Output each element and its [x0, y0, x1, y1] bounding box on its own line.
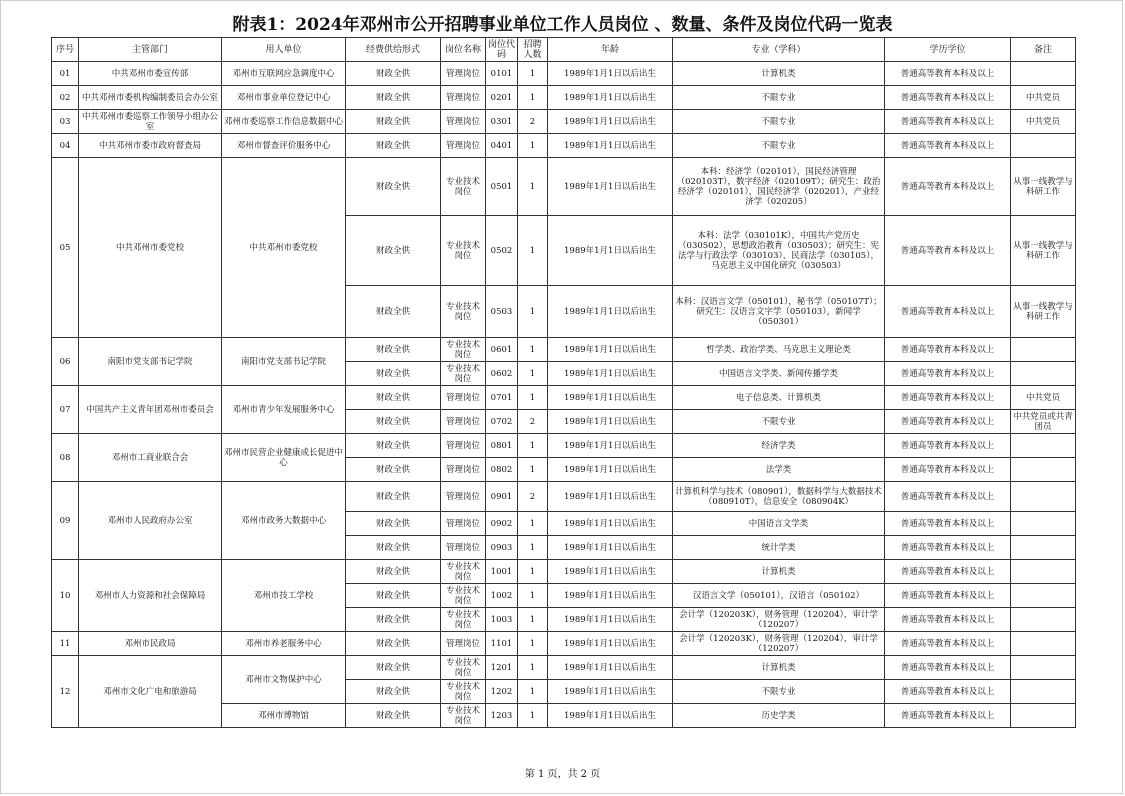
cell-no: 10 [52, 560, 79, 632]
cell-fund: 财政全供 [346, 386, 441, 410]
cell-major: 中国语言文学类、新闻传播学类 [673, 362, 885, 386]
cell-no: 06 [52, 338, 79, 386]
cell-note [1011, 512, 1076, 536]
cell-major: 会计学（120203K），财务管理（120204），审计学（120207） [673, 632, 885, 656]
cell-note [1011, 62, 1076, 86]
header-num: 招聘人数 [518, 38, 548, 62]
cell-major: 本科：经济学（020101），国民经济管理（020103T），数字经济（020109T）；研究生：政治经济学（020101），国民经济学（020201），产业经济学（020205） [673, 158, 885, 216]
cell-age: 1989年1月1日以后出生 [548, 512, 673, 536]
cell-edu: 普通高等教育本科及以上 [885, 704, 1011, 728]
table-row [52, 338, 1076, 362]
cell-fund: 财政全供 [346, 62, 441, 86]
cell-major: 不限专业 [673, 410, 885, 434]
cell-age: 1989年1月1日以后出生 [548, 482, 673, 512]
cell-dept: 中共邓州市委市政府督查局 [79, 134, 222, 158]
header-fund: 经费供给形式 [346, 38, 441, 62]
cell-post: 管理岗位 [441, 410, 486, 434]
cell-age: 1989年1月1日以后出生 [548, 632, 673, 656]
cell-post: 管理岗位 [441, 512, 486, 536]
cell-post: 专业技术岗位 [441, 560, 486, 584]
cell-note: 中共党员 [1011, 386, 1076, 410]
cell-dept: 邓州市人力资源和社会保障局 [79, 560, 222, 632]
cell-edu: 普通高等教育本科及以上 [885, 286, 1011, 338]
cell-no: 07 [52, 386, 79, 434]
cell-post: 专业技术岗位 [441, 584, 486, 608]
cell-note [1011, 680, 1076, 704]
cell-note [1011, 632, 1076, 656]
cell-fund: 财政全供 [346, 286, 441, 338]
cell-unit: 邓州市委巡察工作信息数据中心 [222, 110, 346, 134]
cell-note [1011, 458, 1076, 482]
cell-major: 计算机科学与技术（080901），数据科学与大数据技术（080910T），信息安全（080904K） [673, 482, 885, 512]
cell-fund: 财政全供 [346, 158, 441, 216]
cell-post: 管理岗位 [441, 482, 486, 512]
cell-post: 专业技术岗位 [441, 158, 486, 216]
cell-code: 0401 [486, 134, 518, 158]
cell-unit: 南阳市党支部书记学院 [222, 338, 346, 386]
cell-dept: 中共邓州市委巡察工作领导小组办公室 [79, 110, 222, 134]
cell-age: 1989年1月1日以后出生 [548, 458, 673, 482]
table-row [52, 158, 1076, 216]
cell-no: 01 [52, 62, 79, 86]
cell-post: 管理岗位 [441, 536, 486, 560]
cell-post: 专业技术岗位 [441, 680, 486, 704]
cell-num: 2 [518, 110, 548, 134]
cell-code: 1003 [486, 608, 518, 632]
cell-age: 1989年1月1日以后出生 [548, 286, 673, 338]
cell-note [1011, 560, 1076, 584]
cell-num: 1 [518, 286, 548, 338]
cell-edu: 普通高等教育本科及以上 [885, 338, 1011, 362]
cell-post: 专业技术岗位 [441, 608, 486, 632]
cell-note: 中共党员或共青团员 [1011, 410, 1076, 434]
cell-fund: 财政全供 [346, 560, 441, 584]
cell-fund: 财政全供 [346, 110, 441, 134]
cell-dept: 邓州市人民政府办公室 [79, 482, 222, 560]
cell-post: 专业技术岗位 [441, 656, 486, 680]
cell-age: 1989年1月1日以后出生 [548, 434, 673, 458]
cell-fund: 财政全供 [346, 704, 441, 728]
cell-num: 1 [518, 608, 548, 632]
cell-num: 1 [518, 158, 548, 216]
cell-num: 1 [518, 62, 548, 86]
cell-fund: 财政全供 [346, 458, 441, 482]
cell-major: 经济学类 [673, 434, 885, 458]
cell-num: 1 [518, 584, 548, 608]
cell-major: 本科：汉语言文学（050101），秘书学（050107T）；研究生：汉语言文字学（050103），新闻学（050301） [673, 286, 885, 338]
cell-no: 09 [52, 482, 79, 560]
cell-dept: 中国共产主义青年团邓州市委员会 [79, 386, 222, 434]
cell-major: 计算机类 [673, 656, 885, 680]
cell-unit: 邓州市文物保护中心 [222, 656, 346, 704]
cell-dept: 邓州市文化广电和旅游局 [79, 656, 222, 728]
header-dept: 主管部门 [79, 38, 222, 62]
cell-note [1011, 134, 1076, 158]
cell-note [1011, 656, 1076, 680]
cell-major: 不限专业 [673, 110, 885, 134]
cell-dept: 南阳市党支部书记学院 [79, 338, 222, 386]
cell-num: 1 [518, 134, 548, 158]
cell-fund: 财政全供 [346, 512, 441, 536]
cell-fund: 财政全供 [346, 434, 441, 458]
cell-edu: 普通高等教育本科及以上 [885, 536, 1011, 560]
cell-unit: 邓州市事业单位登记中心 [222, 86, 346, 110]
cell-num: 1 [518, 216, 548, 286]
cell-post: 管理岗位 [441, 386, 486, 410]
cell-edu: 普通高等教育本科及以上 [885, 584, 1011, 608]
cell-major: 计算机类 [673, 560, 885, 584]
cell-age: 1989年1月1日以后出生 [548, 338, 673, 362]
cell-dept: 邓州市工商业联合会 [79, 434, 222, 482]
cell-note [1011, 338, 1076, 362]
cell-edu: 普通高等教育本科及以上 [885, 86, 1011, 110]
cell-edu: 普通高等教育本科及以上 [885, 362, 1011, 386]
cell-age: 1989年1月1日以后出生 [548, 158, 673, 216]
page-footer: 第 1 页，共 2 页 [524, 769, 601, 780]
table-row [52, 386, 1076, 410]
header-edu: 学历学位 [885, 38, 1011, 62]
cell-unit: 中共邓州市委党校 [222, 158, 346, 338]
cell-num: 2 [518, 482, 548, 512]
cell-fund: 财政全供 [346, 536, 441, 560]
cell-unit: 邓州市养老服务中心 [222, 632, 346, 656]
cell-major: 法学类 [673, 458, 885, 482]
cell-code: 0501 [486, 158, 518, 216]
cell-edu: 普通高等教育本科及以上 [885, 386, 1011, 410]
cell-num: 1 [518, 536, 548, 560]
cell-unit: 邓州市技工学校 [222, 560, 346, 632]
cell-major: 不限专业 [673, 680, 885, 704]
cell-no: 05 [52, 158, 79, 338]
table-body [52, 62, 1076, 728]
cell-note [1011, 704, 1076, 728]
cell-fund: 财政全供 [346, 632, 441, 656]
cell-no: 02 [52, 86, 79, 110]
header-no: 序号 [52, 38, 79, 62]
table-row [52, 632, 1076, 656]
cell-note: 中共党员 [1011, 110, 1076, 134]
cell-code: 1202 [486, 680, 518, 704]
cell-age: 1989年1月1日以后出生 [548, 86, 673, 110]
cell-fund: 财政全供 [346, 362, 441, 386]
cell-post: 管理岗位 [441, 458, 486, 482]
cell-code: 0801 [486, 434, 518, 458]
cell-edu: 普通高等教育本科及以上 [885, 62, 1011, 86]
cell-major: 历史学类 [673, 704, 885, 728]
cell-dept: 中共邓州市委宣传部 [79, 62, 222, 86]
header-code: 岗位代码 [486, 38, 518, 62]
table-row [52, 134, 1076, 158]
cell-no: 11 [52, 632, 79, 656]
cell-age: 1989年1月1日以后出生 [548, 216, 673, 286]
cell-note [1011, 536, 1076, 560]
cell-major: 不限专业 [673, 134, 885, 158]
cell-edu: 普通高等教育本科及以上 [885, 632, 1011, 656]
cell-post: 管理岗位 [441, 632, 486, 656]
cell-major: 本科：法学（030101K），中国共产党历史（030502），思想政治教育（030503）；研究生：宪法学与行政法学（030103），民商法学（030105），马克思主义中国化研究（030503） [673, 216, 885, 286]
table-header-row [52, 38, 1076, 62]
cell-code: 0201 [486, 86, 518, 110]
cell-post: 管理岗位 [441, 62, 486, 86]
cell-unit: 邓州市互联网应急调度中心 [222, 62, 346, 86]
cell-major: 统计学类 [673, 536, 885, 560]
cell-post: 管理岗位 [441, 134, 486, 158]
cell-num: 1 [518, 86, 548, 110]
cell-edu: 普通高等教育本科及以上 [885, 216, 1011, 286]
cell-major: 哲学类、政治学类、马克思主义理论类 [673, 338, 885, 362]
cell-age: 1989年1月1日以后出生 [548, 560, 673, 584]
header-age: 年龄 [548, 38, 673, 62]
cell-post: 专业技术岗位 [441, 704, 486, 728]
cell-edu: 普通高等教育本科及以上 [885, 656, 1011, 680]
cell-edu: 普通高等教育本科及以上 [885, 134, 1011, 158]
cell-edu: 普通高等教育本科及以上 [885, 608, 1011, 632]
cell-code: 1203 [486, 704, 518, 728]
table-row [52, 86, 1076, 110]
cell-unit: 邓州市民营企业健康成长促进中心 [222, 434, 346, 482]
cell-post: 专业技术岗位 [441, 338, 486, 362]
cell-unit: 邓州市督查评价服务中心 [222, 134, 346, 158]
cell-code: 0301 [486, 110, 518, 134]
cell-age: 1989年1月1日以后出生 [548, 680, 673, 704]
cell-no: 12 [52, 656, 79, 728]
cell-post: 管理岗位 [441, 110, 486, 134]
table-row [52, 656, 1076, 680]
cell-age: 1989年1月1日以后出生 [548, 656, 673, 680]
cell-code: 0901 [486, 482, 518, 512]
cell-num: 1 [518, 680, 548, 704]
cell-post: 管理岗位 [441, 86, 486, 110]
cell-note [1011, 608, 1076, 632]
cell-code: 1002 [486, 584, 518, 608]
positions-table [51, 37, 1076, 728]
table-row [52, 62, 1076, 86]
cell-major: 会计学（120203K），财务管理（120204），审计学（120207） [673, 608, 885, 632]
cell-dept: 邓州市民政局 [79, 632, 222, 656]
cell-edu: 普通高等教育本科及以上 [885, 482, 1011, 512]
cell-edu: 普通高等教育本科及以上 [885, 458, 1011, 482]
header-major: 专业（学科） [673, 38, 885, 62]
cell-note [1011, 362, 1076, 386]
cell-fund: 财政全供 [346, 680, 441, 704]
cell-post: 专业技术岗位 [441, 216, 486, 286]
cell-major: 不限专业 [673, 86, 885, 110]
cell-code: 0602 [486, 362, 518, 386]
cell-code: 1101 [486, 632, 518, 656]
table-row [52, 560, 1076, 584]
cell-major: 汉语言文学（050101），汉语言（050102） [673, 584, 885, 608]
header-post: 岗位名称 [441, 38, 486, 62]
cell-age: 1989年1月1日以后出生 [548, 62, 673, 86]
cell-post: 管理岗位 [441, 434, 486, 458]
table-row [52, 110, 1076, 134]
page-title: 附表1：2024年邓州市公开招聘事业单位工作人员岗位 、数量、条件及岗位代码一览表 [232, 15, 893, 35]
cell-code: 0902 [486, 512, 518, 536]
cell-note [1011, 434, 1076, 458]
cell-major: 电子信息类、计算机类 [673, 386, 885, 410]
cell-code: 0502 [486, 216, 518, 286]
cell-post: 专业技术岗位 [441, 286, 486, 338]
cell-num: 1 [518, 632, 548, 656]
cell-major: 中国语言文学类 [673, 512, 885, 536]
cell-age: 1989年1月1日以后出生 [548, 704, 673, 728]
cell-num: 2 [518, 410, 548, 434]
header-note: 备注 [1011, 38, 1076, 62]
cell-dept: 中共邓州市委党校 [79, 158, 222, 338]
header-unit: 用人单位 [222, 38, 346, 62]
cell-unit: 邓州市博物馆 [222, 704, 346, 728]
cell-num: 1 [518, 362, 548, 386]
cell-age: 1989年1月1日以后出生 [548, 608, 673, 632]
cell-edu: 普通高等教育本科及以上 [885, 560, 1011, 584]
cell-fund: 财政全供 [346, 584, 441, 608]
cell-age: 1989年1月1日以后出生 [548, 362, 673, 386]
cell-unit: 邓州市青少年发展服务中心 [222, 386, 346, 434]
cell-age: 1989年1月1日以后出生 [548, 386, 673, 410]
cell-age: 1989年1月1日以后出生 [548, 536, 673, 560]
cell-edu: 普通高等教育本科及以上 [885, 410, 1011, 434]
cell-num: 1 [518, 560, 548, 584]
cell-edu: 普通高等教育本科及以上 [885, 434, 1011, 458]
cell-note [1011, 482, 1076, 512]
cell-note: 从事一线教学与科研工作 [1011, 158, 1076, 216]
cell-fund: 财政全供 [346, 608, 441, 632]
cell-note: 从事一线教学与科研工作 [1011, 286, 1076, 338]
table-row [52, 434, 1076, 458]
cell-dept: 中共邓州市委机构编制委员会办公室 [79, 86, 222, 110]
cell-fund: 财政全供 [346, 86, 441, 110]
cell-fund: 财政全供 [346, 338, 441, 362]
cell-fund: 财政全供 [346, 482, 441, 512]
cell-code: 0601 [486, 338, 518, 362]
cell-major: 计算机类 [673, 62, 885, 86]
cell-age: 1989年1月1日以后出生 [548, 410, 673, 434]
cell-code: 1001 [486, 560, 518, 584]
cell-num: 1 [518, 338, 548, 362]
cell-note: 从事一线教学与科研工作 [1011, 216, 1076, 286]
cell-edu: 普通高等教育本科及以上 [885, 110, 1011, 134]
cell-num: 1 [518, 512, 548, 536]
table-row [52, 482, 1076, 512]
cell-code: 1201 [486, 656, 518, 680]
cell-code: 0503 [486, 286, 518, 338]
cell-note [1011, 584, 1076, 608]
cell-fund: 财政全供 [346, 216, 441, 286]
cell-fund: 财政全供 [346, 410, 441, 434]
cell-edu: 普通高等教育本科及以上 [885, 512, 1011, 536]
cell-edu: 普通高等教育本科及以上 [885, 680, 1011, 704]
cell-no: 03 [52, 110, 79, 134]
cell-num: 1 [518, 386, 548, 410]
cell-num: 1 [518, 434, 548, 458]
cell-age: 1989年1月1日以后出生 [548, 584, 673, 608]
cell-note: 中共党员 [1011, 86, 1076, 110]
cell-no: 04 [52, 134, 79, 158]
cell-no: 08 [52, 434, 79, 482]
cell-age: 1989年1月1日以后出生 [548, 134, 673, 158]
cell-fund: 财政全供 [346, 656, 441, 680]
cell-post: 专业技术岗位 [441, 362, 486, 386]
cell-num: 1 [518, 704, 548, 728]
cell-code: 0702 [486, 410, 518, 434]
cell-num: 1 [518, 458, 548, 482]
cell-age: 1989年1月1日以后出生 [548, 110, 673, 134]
cell-unit: 邓州市政务大数据中心 [222, 482, 346, 560]
cell-edu: 普通高等教育本科及以上 [885, 158, 1011, 216]
cell-code: 0903 [486, 536, 518, 560]
cell-fund: 财政全供 [346, 134, 441, 158]
cell-num: 1 [518, 656, 548, 680]
cell-code: 0701 [486, 386, 518, 410]
cell-code: 0101 [486, 62, 518, 86]
cell-code: 0802 [486, 458, 518, 482]
